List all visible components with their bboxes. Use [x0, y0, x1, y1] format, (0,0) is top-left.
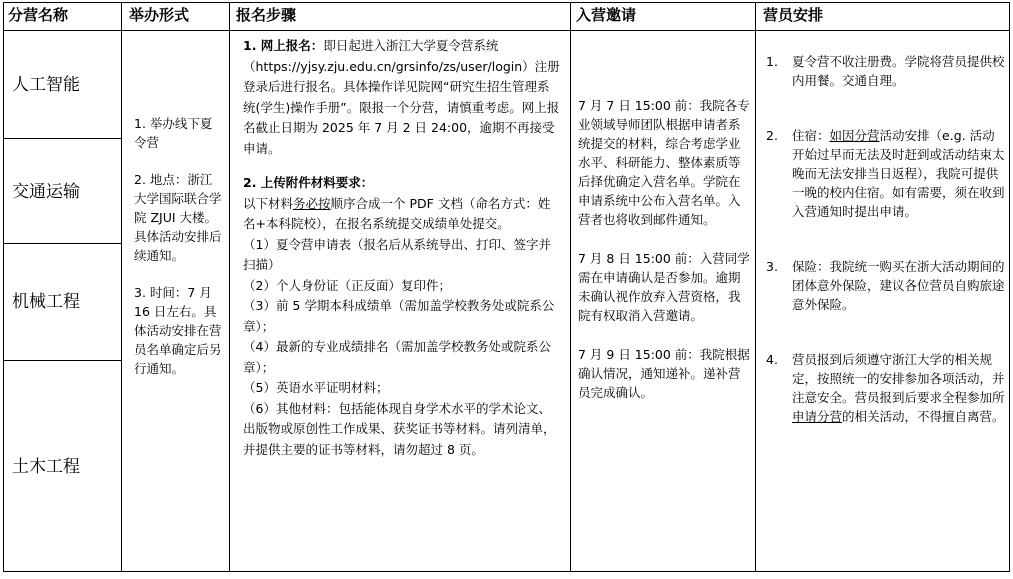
table-border-right: [1009, 2, 1010, 572]
camp-ai: 人工智能: [12, 75, 80, 95]
camp-transport: 交通运输: [12, 182, 80, 202]
column-divider: [229, 2, 230, 572]
invite-july-7: 7 月 7 日 15:00 前：我院各专业领域导师团队根据申请者系统提交的材料，综合考虑学业水平、科研能力、整体素质等后择优确定入营名单。学院在申请系统中公布入营名单。入营者也将收到邮件通知。: [578, 98, 750, 227]
format-column: [134, 114, 224, 378]
camp-mechanical: 机械工程: [12, 292, 80, 312]
column-divider: [121, 2, 122, 572]
arrange-item-insurance: 3. 保险：我院统一购买在浙大活动期间的团体意外保险，建议各位营员自购旅途意外保险。: [766, 259, 1005, 312]
format-item-3: 3. 时间：7 月 16 日左右。具体活动安排在营员名单确定后另行通知。: [134, 285, 222, 376]
column-divider: [755, 2, 756, 572]
step-online-registration: [243, 36, 561, 159]
material-item: （3）前 5 学期本科成绩单（需加盖学校教务处或院系公章）；: [243, 298, 555, 334]
invite-column: [578, 96, 750, 402]
arrange-item-rules: 4. 营员报到后须遵守浙江大学的相关规定，按照统一的安排参加各项活动，并注意安全。营员报到后要求全程参加所申请分营的相关活动，不得擅自离营。: [766, 352, 1005, 424]
steps-column: [243, 36, 561, 460]
header-steps: 报名步骤: [236, 6, 297, 24]
material-item: （6）其他材料：包括能体现自身学术水平的学术论文、出版物或原创性工作成果、获奖证书等材料。请列清单，并提供主要的证书等材料，请勿超过 8 页。: [243, 400, 556, 457]
header-format: 举办形式: [129, 6, 190, 24]
step-2-intro: 以下材料务必按顺序合成一个 PDF 文档（命名方式：姓名+本科院校），在报名系统提交成绩单处提交。: [243, 195, 551, 231]
format-item-2: 2. 地点：浙江大学国际联合学院 ZJUI 大楼。具体活动安排后续通知。: [134, 172, 222, 263]
category-divider: [3, 138, 121, 139]
camp-civil: 土木工程: [12, 457, 80, 477]
arrange-item-fees: 1. 夏令营不收注册费。学院将营员提供校内用餐。交通自理。: [766, 54, 1005, 88]
step-1-title: 1. 网上报名：: [243, 38, 324, 53]
invite-july-8: 7 月 8 日 15:00 前：入营同学需在申请确认是否参加。逾期未确认视作放弃入营资格，我院有权取消入营邀请。: [578, 251, 750, 323]
step-2-title: 2. 上传附件材料要求：: [243, 175, 374, 190]
invite-july-9: 7 月 9 日 15:00 前：我院根据确认情况，通知递补。递补营员完成确认。: [578, 347, 750, 400]
arrange-column: [766, 52, 1006, 426]
header-bottom-border: [3, 30, 1010, 31]
header-camp-name: 分营名称: [8, 6, 69, 24]
material-item: （2）个人身份证（正反面）复印件；: [243, 277, 451, 293]
column-divider: [570, 2, 571, 572]
step-upload-materials: [243, 173, 561, 194]
arrange-item-lodging: 2. 住宿：如因分营活动安排（e.g. 活动开始过早而无法及时赶到或活动结束太晚而无法安排当日返程），我院可提供一晚的校内住宿。如有需要，须在收到入营通知时提出申请。: [766, 128, 1005, 219]
material-item: （4）最新的专业成绩排名（需加盖学校教务处或院系公章）；: [243, 339, 551, 375]
material-item: （5）英语水平证明材料；: [243, 380, 389, 395]
table-border-bottom: [3, 571, 1010, 572]
category-divider: [3, 360, 121, 361]
header-arrangement: 营员安排: [763, 6, 824, 24]
step-1-body: 即日起进入浙江大学夏令营系统（https://yjsy.zju.edu.cn/grsinfo/zs/user/login）注册登录后进行报名。具体操作详见院网“研究生招生管理系统(学生)操作手册”。限报一个分营，请慎重考虑。网上报名截止日期为 2025 年 7 月 2 日 24:00，逾期不再接受申请。: [243, 38, 560, 156]
header-invite: 入营邀请: [576, 6, 637, 24]
format-item-1: 1. 举办线下夏令营: [134, 116, 213, 150]
material-item: （1）夏令营申请表（报名后从系统导出、打印、签字并扫描）: [243, 236, 551, 272]
table-border-left: [3, 2, 4, 572]
category-divider: [3, 243, 121, 244]
